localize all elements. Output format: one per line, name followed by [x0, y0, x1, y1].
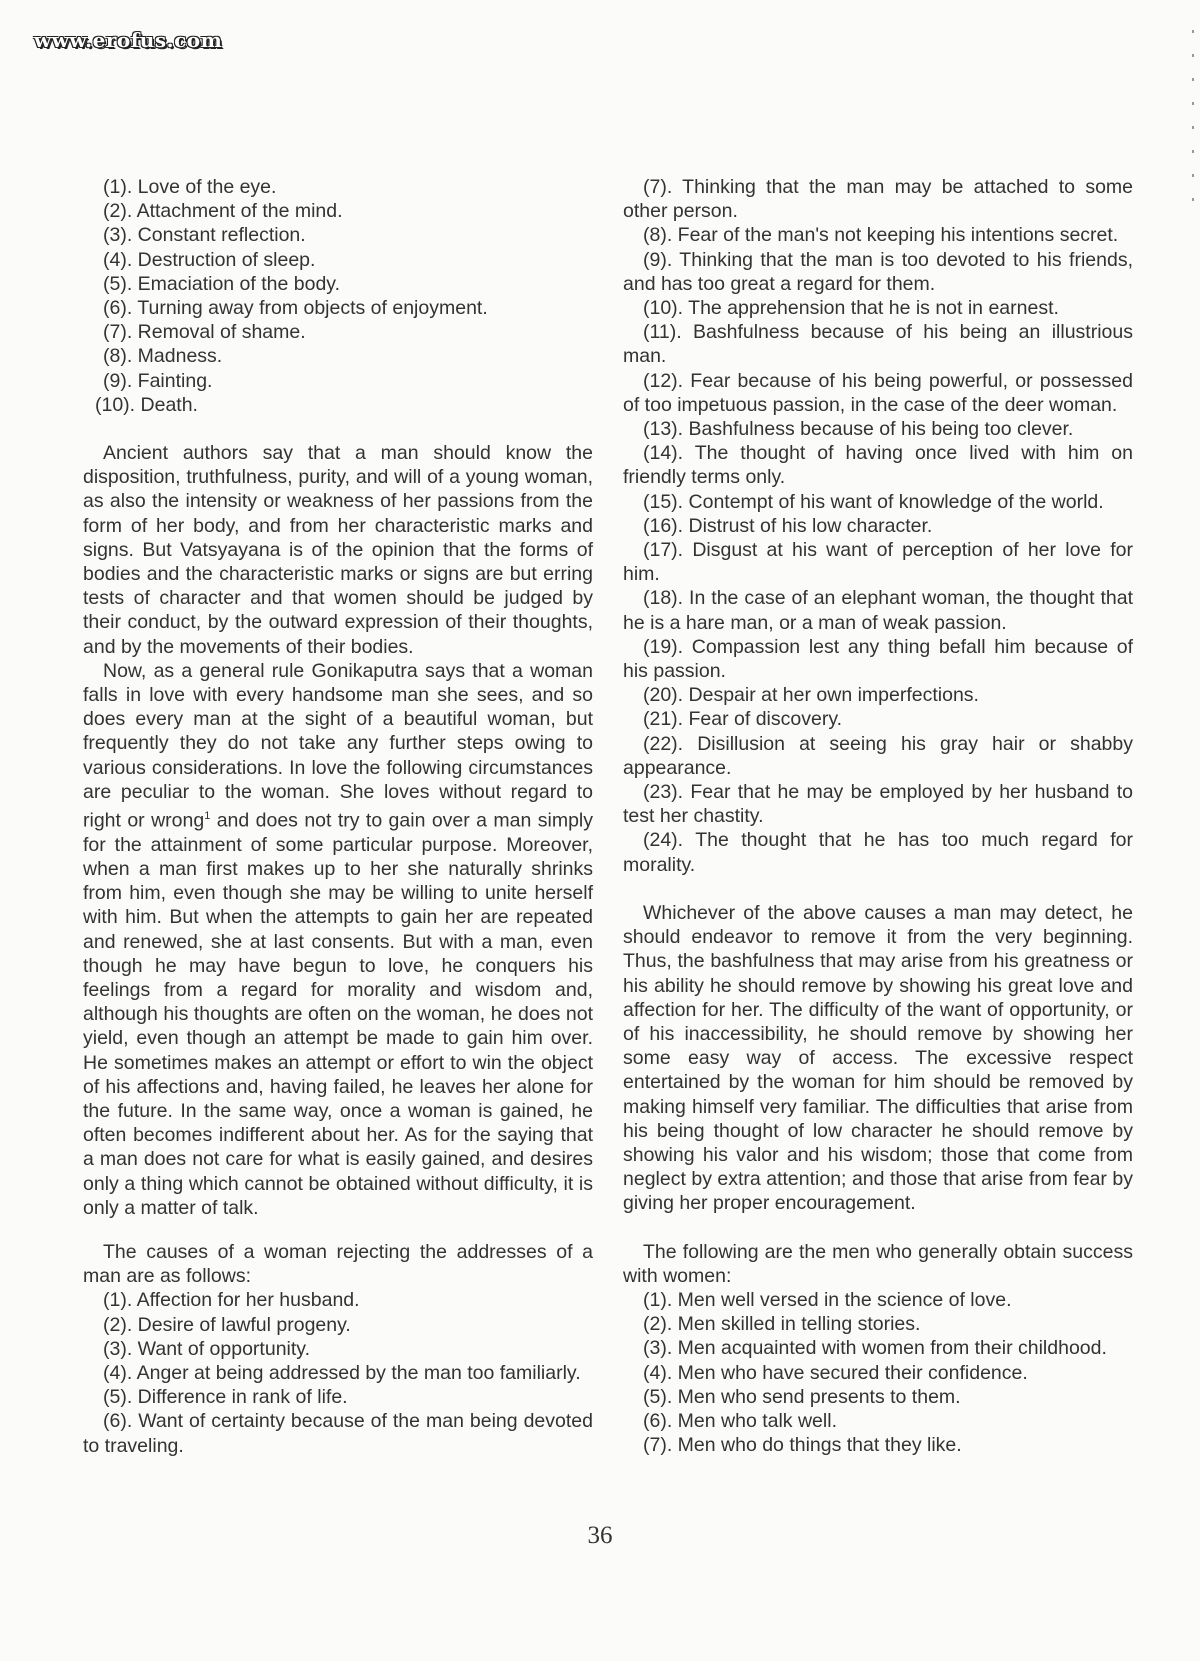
list-item: (24). The thought that he has too much regard for morality. — [623, 829, 1133, 876]
list-item: (16). Distrust of his low character. — [643, 514, 933, 537]
footnote-mark: 1 — [204, 810, 211, 823]
paragraph: Ancient authors say that a man should know the disposition, truthfulness, purity, and will of a young woman, as also the intensity or weakness of her passions from the form of her body, and from her characteristic marks and signs. But Vatsyayana is of the opinion that the forms of bodies and the characteristic marks or signs are but erring tests of character and that women should be judged by their conduct, by the outward expression of their thoughts, and by the movements of their bodies. — [83, 442, 593, 658]
paragraph: Now, as a general rule Gonikaputra says that a woman falls in love with every handsome man she sees, and so does every man at the sight of a beautiful woman, but frequently they do not take any further steps owing to various considerations. In love the following circumstances are peculiar to the woman. She loves without regard to right or wrong$^1$ and does not try to gain over a man simply for the attainment of some particular purpose. Moreover, when a man first makes up to her she naturally shrinks from him, even though she may be willing to unite herself with him. But when the attempts to gain her are repeated and renewed, she at last consents. But with a man, even though he may have begun to love, he conquers his feelings from a regard for morality and wisdom and, although his thoughts are often on the woman, he does not yield, even though an attempt be made to gain him over. He sometimes makes an attempt or effort to win the object of his affections and, having failed, he leaves her alone for the future. In the same way, once a woman is gained, he often becomes indifferent about her. As for the saying that a man does not care for what is easily gained, and desires only a thing which cannot be obtained without difficulty, it is only a matter of talk. — [83, 659, 593, 1219]
list-item: (1). Affection for her husband. — [103, 1289, 360, 1312]
list-item: (7). Men who do things that they like. — [643, 1434, 962, 1457]
page-edge-marks — [1188, 30, 1194, 210]
list-item: (20). Despair at her own imperfections. — [643, 684, 979, 707]
list-item: (7). Thinking that the man may be attached to some other person. — [623, 176, 1133, 223]
list-item: (10). Death. — [95, 393, 198, 416]
list-item: (4). Men who have secured their confidence. — [643, 1361, 1028, 1384]
list-item: (6). Want of certainty because of the man being devoted to traveling. — [83, 1410, 593, 1457]
list-item: (3). Constant reflection. — [103, 224, 306, 247]
list-item: (22). Disillusion at seeing his gray hair or shabby appearance. — [623, 732, 1133, 779]
list-item: (10). The apprehension that he is not in earnest. — [643, 297, 1059, 320]
list-item: (15). Contempt of his want of knowledge of the world. — [643, 490, 1104, 513]
paragraph: Whichever of the above causes a man may detect, he should endeavor to remove it from the very beginning. Thus, the bashfulness that may arise from his greatness or his ability he should remove by showing his great love and affection for her. The difficulty of the want of opportunity, or of his inaccessibility, he should remove by showing her some easy way of access. The excessive respect entertained by the woman for him should be removed by making himself very familiar. The difficulties that arise from his being thought of low character he should remove by showing his valor and his wisdom; those that come from neglect by extra attention; and those that arise from fear by giving her proper encouragement. — [623, 901, 1133, 1215]
list-item: (3). Men acquainted with women from their childhood. — [643, 1337, 1107, 1360]
list-item: (7). Removal of shame. — [103, 321, 306, 344]
list-item: (1). Men well versed in the science of love. — [643, 1288, 1012, 1311]
list-item: (3). Want of opportunity. — [103, 1337, 311, 1360]
list-item: (2). Attachment of the mind. — [103, 200, 343, 223]
page-number: 36 — [587, 1522, 613, 1549]
watermark: www.erofus.com — [34, 28, 223, 52]
paragraph: The causes of a woman rejecting the addresses of a man are as follows: — [83, 1241, 593, 1288]
list-item: (6). Men who talk well. — [643, 1409, 837, 1432]
list-item: (4). Destruction of sleep. — [103, 248, 316, 271]
left-column — [83, 175, 593, 1458]
list-item: (2). Desire of lawful progeny. — [103, 1313, 351, 1336]
list-item: (6). Turning away from objects of enjoyment. — [103, 297, 488, 320]
list-item: (21). Fear of discovery. — [643, 708, 843, 731]
paragraph: The following are the men who generally obtain success with women: — [623, 1240, 1133, 1287]
list-item: (9). Fainting. — [103, 369, 213, 392]
list-item: (12). Fear because of his being powerful, or possessed of too impetuous passion, in the case of the deer woman. — [623, 369, 1133, 416]
list-item: (17). Disgust at his want of perception of her love for him. — [623, 539, 1133, 586]
list-item: (2). Men skilled in telling stories. — [643, 1313, 921, 1336]
list-item: (5). Men who send presents to them. — [643, 1385, 961, 1408]
list-item: (14). The thought of having once lived with him on friendly terms only. — [623, 442, 1133, 489]
list-item: (4). Anger at being addressed by the man too familiarly. — [103, 1362, 581, 1385]
list-item: (5). Difference in rank of life. — [103, 1386, 348, 1409]
list-item: (19). Compassion lest any thing befall him because of his passion. — [623, 635, 1133, 683]
list-item: (5). Emaciation of the body. — [103, 272, 341, 295]
list-item: (18). In the case of an elephant woman, the thought that he is a hare man, or a man of weak passion. — [623, 587, 1133, 634]
list-item: (8). Madness. — [103, 345, 223, 368]
right-column — [623, 175, 1133, 1457]
signs-list — [83, 175, 593, 417]
list-item: (8). Fear of the man's not keeping his intentions secret. — [643, 224, 1119, 247]
list-item: (11). Bashfulness because of his being an illustrious man. — [623, 321, 1133, 368]
list-item: (13). Bashfulness because of his being too clever. — [643, 418, 1074, 441]
list-item: (23). Fear that he may be employed by her husband to test her chastity. — [623, 781, 1133, 828]
list-item: (1). Love of the eye. — [103, 176, 277, 198]
list-item: (9). Thinking that the man is too devoted to his friends, and has too great a regard for them. — [623, 248, 1133, 295]
